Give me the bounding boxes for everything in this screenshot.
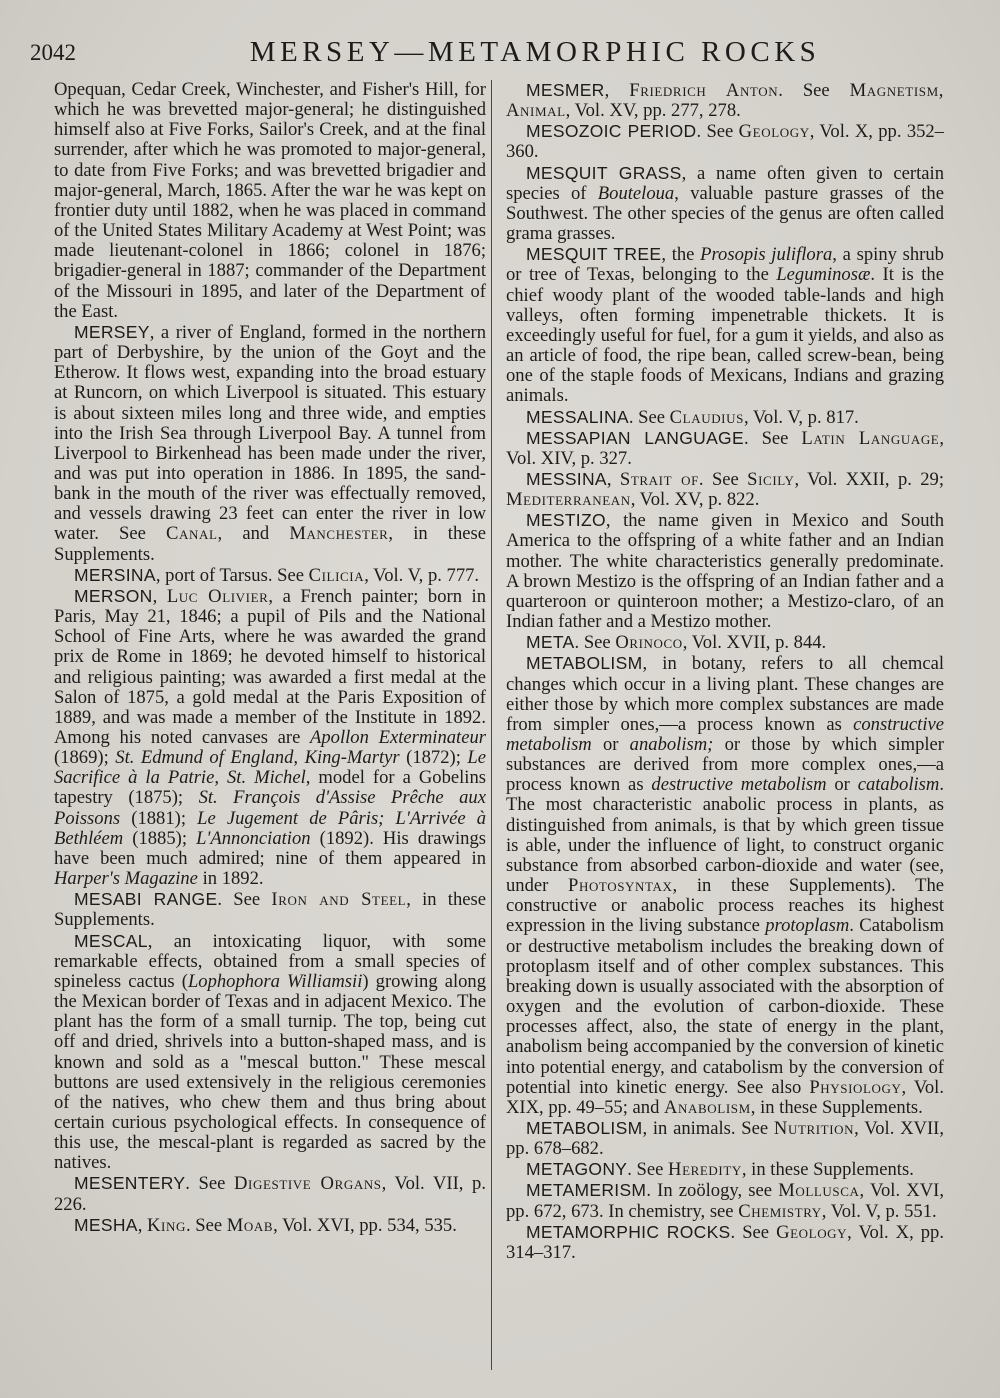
cross-reference: Geology xyxy=(738,121,810,143)
cross-reference: Friedrich Anton xyxy=(629,80,779,101)
entry-text: , Vol. V, p. 817. xyxy=(743,406,859,428)
entry xyxy=(506,80,944,121)
entry-text: , in these Supplements. xyxy=(741,1159,914,1181)
cross-reference: Orinoco xyxy=(615,632,683,654)
entry xyxy=(54,1173,486,1214)
entry-text: , in these Supplements). The constructive or anabolic process reaches its highest expression in the living substance xyxy=(506,875,944,937)
entry-text: , in botany, refers to all chemcal changes which occur in a living plant. These changes are either those by which more complex substances are made from simpler ones,—a process known as xyxy=(506,653,944,735)
italic-text: Le Sacrifice à la Patrie, St. Michel xyxy=(54,747,486,789)
entry-text: , Vol. XXII, p. 29; xyxy=(794,468,944,490)
entry-text: , in these Supplements. xyxy=(54,523,486,565)
entry-text: . See xyxy=(628,406,670,428)
entry-text: , Vol. X, pp. 352–360. xyxy=(506,121,944,163)
italic-text: Le Jugement de Pâris; L'Arrivée à Bethléem xyxy=(54,807,486,849)
entry xyxy=(506,1222,944,1263)
entry-text: . It is the chief woody plant of the wooded table-lands and high valleys, often forming impenetrable thickets. It is exceedingly useful for fuel, for a gum it yields, and also as an article of food, the ripe bean, called screw-bean, being one of the staple foods of Mexicans, Indians and grazing animals. xyxy=(506,264,944,407)
entry-headword: MESQUIT GRASS xyxy=(526,162,682,183)
cross-reference: Canal xyxy=(166,523,218,545)
entry-text: , xyxy=(137,1214,148,1236)
column-divider xyxy=(491,80,492,1370)
right-column xyxy=(506,80,944,1370)
entry-text: , a name often given to certain species of xyxy=(506,162,944,204)
entry-headword: MESSAPIAN LANGUAGE xyxy=(526,427,744,448)
entry-headword: MESMER xyxy=(526,80,605,100)
entry xyxy=(506,407,944,428)
cross-reference: Photosyntax xyxy=(568,875,673,897)
entry-text: , Vol. XV, p. 822. xyxy=(630,489,760,511)
entry-text: , model for a Gobelins tapestry (1875); xyxy=(54,767,486,809)
cross-reference: Manchester xyxy=(289,523,389,545)
entry-headword: MESHA xyxy=(74,1214,138,1235)
entry xyxy=(506,1159,944,1180)
entry-text: ) growing along the Mexican border of Texas and in adjacent Mexico. The plant has the form of a small turnip. The top, being cut off and dried, shrivels into a button-shaped mass, and is known and sold as a "mescal button." These mescal buttons are used extensively in the religious ceremonies of the natives, who chew them and thus bring about certain curious psychological effects. In consequence of this use, the mescal-plant is regarded as sacred by the natives. xyxy=(54,970,486,1174)
entry xyxy=(54,322,486,565)
entry-text: , xyxy=(606,468,620,490)
entry-text: (1885); xyxy=(123,827,197,849)
entry-headword: MERSON xyxy=(74,585,153,606)
entry-headword: MERSINA xyxy=(74,564,156,585)
entry-text: , Vol. V, p. 777. xyxy=(364,564,480,586)
entry-headword: MESOZOIC PERIOD xyxy=(526,121,697,142)
cross-reference: Physiology xyxy=(809,1076,902,1098)
cross-reference: Iron and Steel xyxy=(271,889,407,911)
entry-text: , Vol. V, p. 551. xyxy=(821,1200,937,1222)
entry-text: (1892). His drawings have been much admired; nine of them appeared in xyxy=(54,827,486,869)
entry-text: , Vol. XVI, pp. 672, 673. In chemistry, see xyxy=(506,1180,944,1222)
cross-reference: Heredity xyxy=(668,1159,742,1181)
entry-headword: MESQUIT TREE xyxy=(526,244,662,265)
entry-text: or xyxy=(826,774,858,796)
cross-reference: Claudius xyxy=(669,406,744,428)
entry-text: , Vol. VII, p. 226. xyxy=(54,1173,486,1215)
entry-text: or those by which simpler substances are derived from more complex ones,—a process known as xyxy=(506,734,944,796)
entry xyxy=(54,565,486,586)
italic-text: Prosopis juliflora xyxy=(700,244,833,266)
entry-text: , xyxy=(604,80,630,101)
italic-text: Lophophora Williamsii xyxy=(187,970,363,992)
entry-text: . See xyxy=(627,1159,669,1181)
entry-text: . See xyxy=(574,632,616,654)
italic-text: catabolism xyxy=(857,774,940,796)
cross-reference: Moab xyxy=(226,1214,274,1236)
running-title: MERSEY—METAMORPHIC ROCKS xyxy=(249,36,821,68)
entry-text: , in these Supplements. xyxy=(750,1096,923,1118)
cross-reference: Nutrition xyxy=(773,1117,855,1139)
page-header xyxy=(30,36,980,76)
cross-reference: King xyxy=(147,1214,186,1236)
entry-text: , the xyxy=(661,244,701,266)
italic-text: Bouteloua xyxy=(597,182,675,204)
entry-text: . See xyxy=(696,121,739,143)
entry xyxy=(506,121,944,162)
entry xyxy=(54,1215,486,1236)
page-number: 2042 xyxy=(30,40,76,65)
entry-text: . See xyxy=(185,1214,227,1236)
italic-text: Apollon Exterminateur xyxy=(310,727,486,748)
entry xyxy=(506,163,944,245)
entry-text: or xyxy=(591,734,630,755)
italic-text: St. Edmund of England, King-Martyr xyxy=(115,747,400,769)
entry-text: . In zoölogy, see xyxy=(646,1180,779,1202)
entry-headword: METAMORPHIC ROCKS xyxy=(526,1221,731,1242)
entry-text: . The most characteristic anabolic process in plants, as distinguished from animals, is that by which green tissue is able, under the influence of light, to construct organic substance from absorbed carbon-dioxide and water (see, under xyxy=(506,774,944,897)
entry-text: , Vol. X, pp. 314–317. xyxy=(506,1221,944,1263)
entry-text: , Vol. XIX, pp. 49–55; and xyxy=(506,1076,944,1118)
entry-headword: META xyxy=(526,632,575,653)
entry-text: , valuable pasture grasses of the Southwest. The other species of the genus are often called grama grasses. xyxy=(506,182,944,245)
italic-text: St. François d'Assise Prêche aux Poissons xyxy=(54,787,486,829)
cross-reference: Magnetism, Animal xyxy=(506,80,944,122)
entry-text: , and xyxy=(217,523,290,545)
entry-text: (1872); xyxy=(399,747,468,769)
entry-text: (1869); xyxy=(54,747,116,769)
entry-headword: METAMERISM xyxy=(526,1180,647,1201)
entry-text: , Vol. XV, pp. 277, 278. xyxy=(565,100,741,122)
entry xyxy=(506,1118,944,1159)
italic-text: protoplasm xyxy=(765,915,850,937)
cross-reference: Luc Olivier xyxy=(166,585,269,607)
entry-text: . See xyxy=(217,889,272,911)
entry-text: , Vol. XVI, pp. 534, 535. xyxy=(273,1214,457,1236)
cross-reference: Cilicia xyxy=(308,564,365,586)
entry-text: , a river of England, formed in the northern part of Derbyshire, by the union of the Goyt and the Etherow. It flows west, expanding into the broad estuary at Runcorn, on which Liverpool is situated. This estuary is about sixteen miles long and three wide, and empties into the Irish Sea through Liverpool Bay. A tunnel from Liverpool to Birkenhead has been made under the river, and was put into operation in 1886. In 1895, the sand-bank in the mouth of the river was effectually removed, and vessels drawing 23 feet can enter the river in low water. See xyxy=(54,321,486,545)
entry-text: (1881); xyxy=(120,807,198,829)
entry-headword: METABOLISM xyxy=(526,653,643,674)
italic-text: constructive metabolism xyxy=(506,713,944,755)
italic-text: anabolism; xyxy=(629,734,714,755)
cross-reference: Geology xyxy=(776,1221,848,1243)
entry xyxy=(54,80,486,322)
entry-headword: MESSALINA xyxy=(526,406,629,427)
entry-headword: MERSEY xyxy=(74,321,150,342)
entry xyxy=(506,244,944,406)
entry-headword: MESTIZO xyxy=(526,510,606,531)
entry xyxy=(54,931,486,1174)
entry-headword: MESCAL xyxy=(74,930,148,951)
entry-headword: MESABI RANGE xyxy=(74,889,218,910)
italic-text: Harper's Magazine xyxy=(54,868,198,890)
entry-text: , Vol. XIV, p. 327. xyxy=(506,427,944,469)
cross-reference: Digestive Organs xyxy=(234,1173,382,1195)
entry xyxy=(54,586,486,889)
entry-text: in 1892. xyxy=(197,868,264,890)
entry-text: , the name given in Mexico and South America to the offspring of a white father and an Indian mother. The white characteristics generally predominate. A brown Mestizo is the offspring of an Indian father and a quarteroon or quinteroon mother; a Mestizo-claro, of an Indian father and a Mestizo mother. xyxy=(506,510,944,633)
entry-headword: METAGONY xyxy=(526,1159,628,1180)
italic-text: Leguminosæ xyxy=(776,264,871,286)
entry xyxy=(54,889,486,930)
entry xyxy=(506,653,944,1118)
entry-headword: MESSINA xyxy=(526,468,607,489)
entry-text: , Vol. XVII, p. 844. xyxy=(682,632,827,654)
cross-reference: Chemistry xyxy=(738,1200,822,1222)
entry-text: , a spiny shrub or tree of Texas, belonging to the xyxy=(506,244,944,286)
entry-text: , in animals. See xyxy=(642,1117,774,1139)
cross-reference: Mollusca xyxy=(778,1180,860,1202)
entry xyxy=(506,1180,944,1221)
entry xyxy=(506,469,944,510)
entry-text: . See xyxy=(778,80,850,101)
entry-text: . See xyxy=(698,468,748,490)
cross-reference: Strait of xyxy=(619,468,699,490)
entry xyxy=(506,632,944,653)
entry-text: . See xyxy=(730,1221,777,1243)
entry-text: . Catabolism or destructive metabolism includes the breaking down of protoplasm itself and of other complex substances. This breaking down is usually associated with the absorption of oxygen and the evolution of carbon-dioxide. These processes affect, also, the state of energy in the plant, anabolism being accompanied by the conversion of kinetic into potential energy, and catabolism by the conversion of potential into kinetic energy. See also xyxy=(506,915,944,1098)
italic-text: L'Annonciation xyxy=(196,827,311,849)
entry-text: , port of Tarsus. See xyxy=(155,564,309,586)
entry-text: , a French painter; born in Paris, May 21, 1846; a pupil of Pils and the National School of Fine Arts, where he was awarded the grand prix de Rome in 1869; he devoted himself to historical and religious painting; was awarded a first medal at the Salon of 1875, a gold medal at the Paris Exposition of 1889, and was made a member of the Institute in 1892. Among his noted canvases are xyxy=(54,585,486,748)
cross-reference: Mediterranean xyxy=(506,489,631,511)
entry-text: , in these Supplements. xyxy=(54,889,486,931)
left-column xyxy=(54,80,486,1370)
cross-reference: Sicily xyxy=(747,468,795,490)
entry-text: . See xyxy=(185,1173,235,1195)
entry-text: , Vol. XVII, pp. 678–682. xyxy=(506,1117,944,1160)
italic-text: destructive metabolism xyxy=(651,774,827,796)
cross-reference: Anabolism xyxy=(664,1096,751,1118)
entry xyxy=(506,510,944,632)
entry xyxy=(506,428,944,469)
entry-text: , xyxy=(152,585,167,607)
entry-text: , an intoxicating liquor, with some remarkable effects, obtained from a small species of spineless cactus ( xyxy=(54,930,486,992)
cross-reference: Latin Language xyxy=(801,427,940,449)
entry-headword: METABOLISM xyxy=(526,1117,643,1138)
entry-text: Opequan, Cedar Creek, Winchester, and Fisher's Hill, for which he was brevetted major-general; he distinguished himself also at Five Forks, Sailor's Creek, and at the final surrender, after which he was promoted to major-general, to date from Five Forks; and was brevetted brigadier and major-general, March, 1865. After the war he was kept on frontier duty until 1882, when he was placed in command of the United States Military Academy at West Point; was made lieutenant-colonel in 1866; colonel in 1876; brigadier-general in 1887; commander of the Department of the Missouri in 1895, and later of the Department of the East. xyxy=(54,80,486,322)
entry-headword: MESENTERY xyxy=(74,1173,186,1194)
entry-text: . See xyxy=(743,427,802,449)
